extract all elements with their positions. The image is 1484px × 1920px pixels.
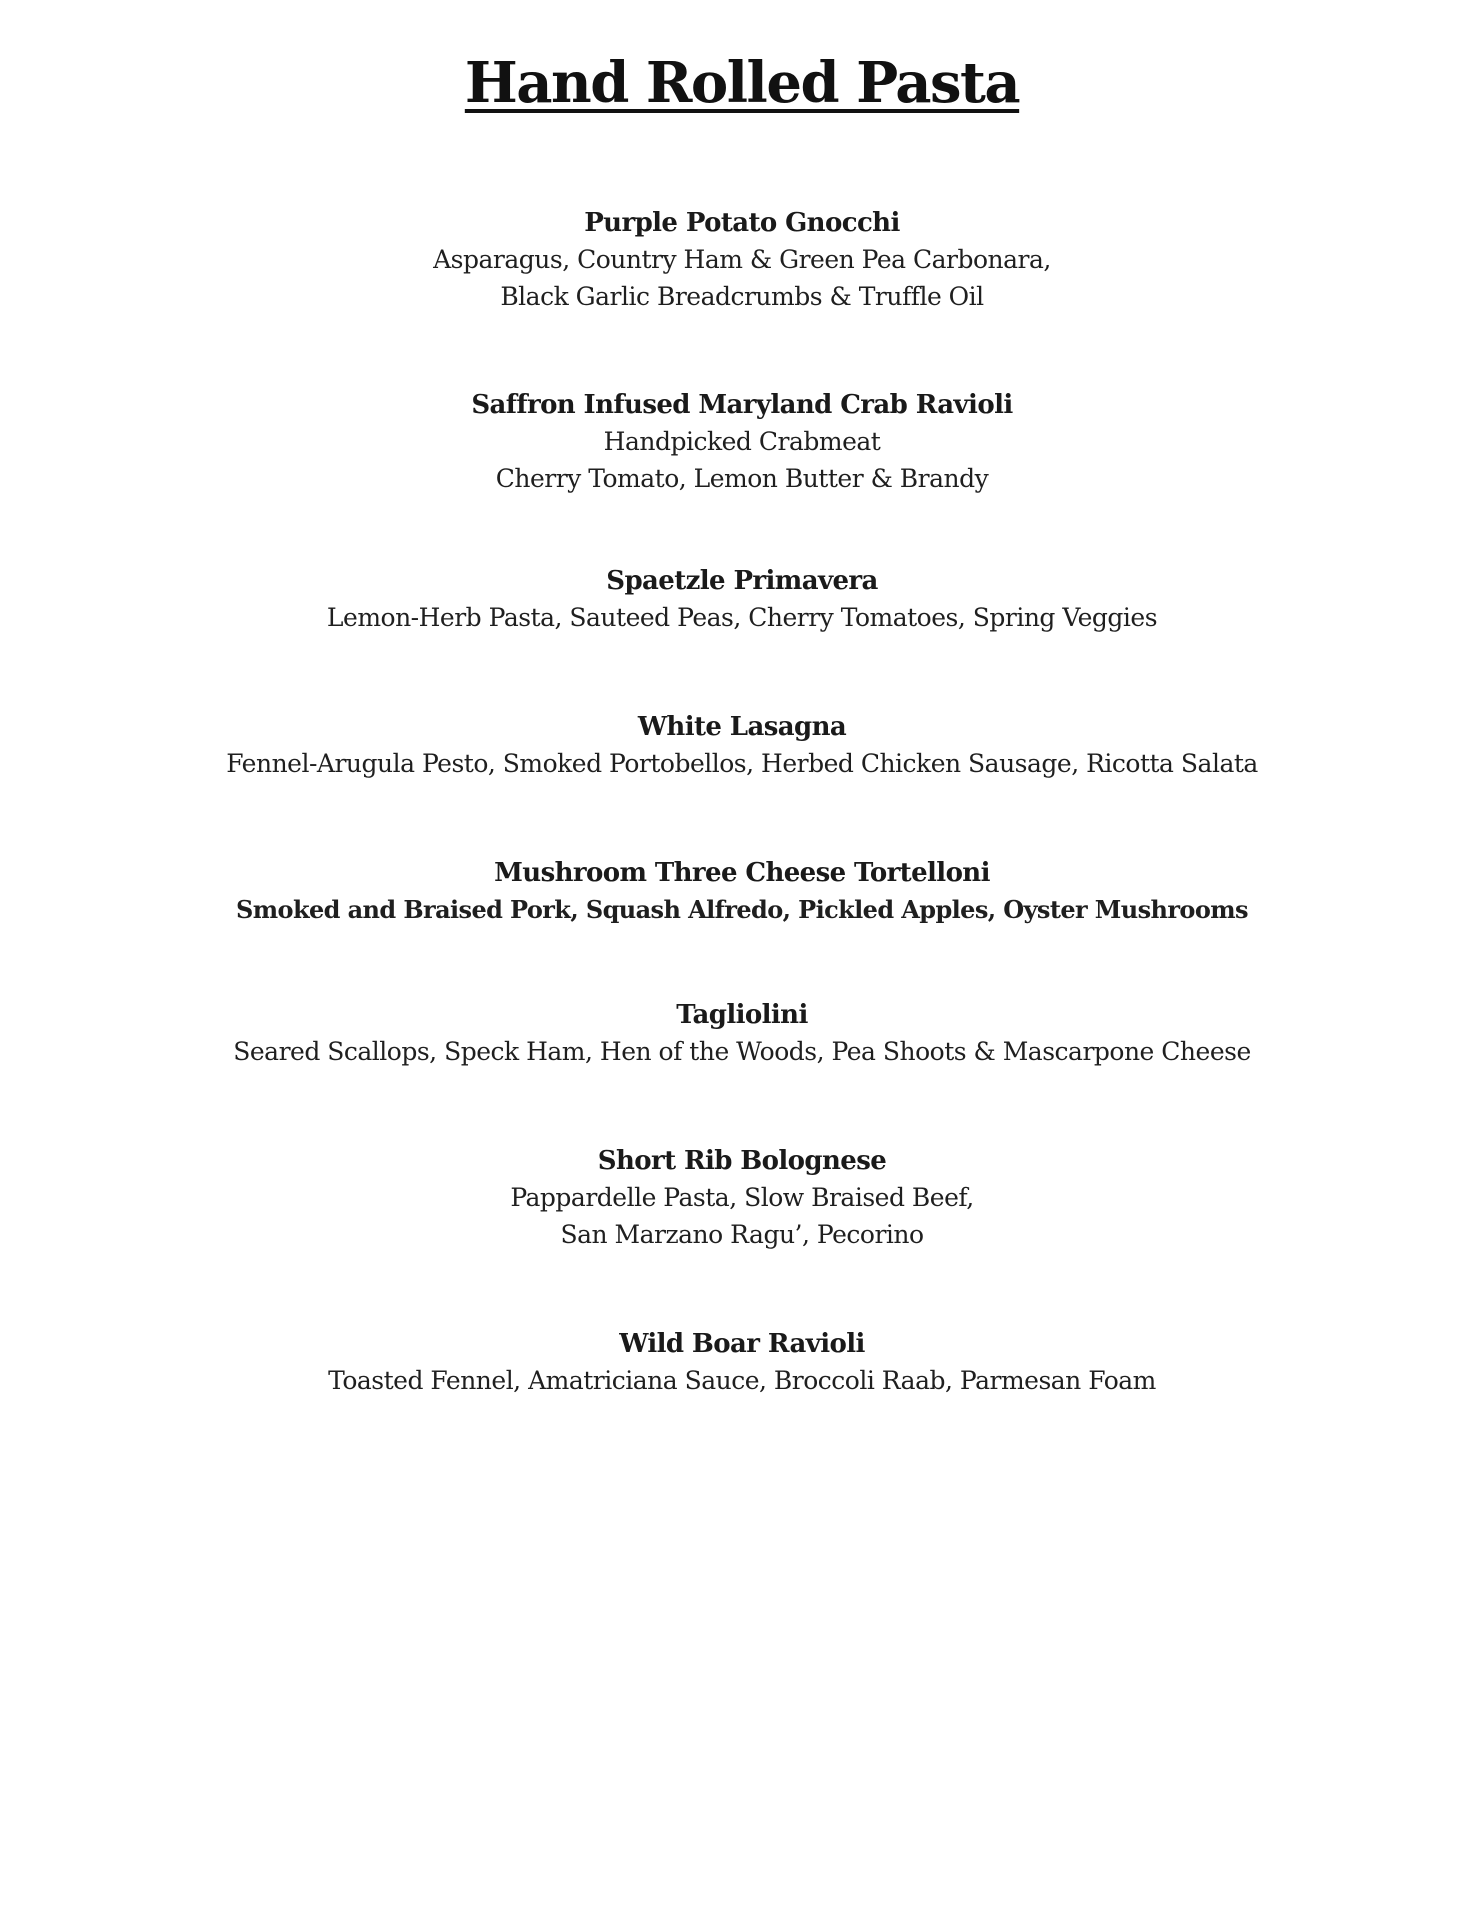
menu-item-mushroom-tortelloni <box>0 855 1484 928</box>
menu-item-short-rib-bolognese <box>0 1143 1484 1253</box>
item-description-line: Cherry Tomato, Lemon Butter & Brandy <box>495 464 989 493</box>
item-description-line: Black Garlic Breadcrumbs & Truffle Oil <box>500 282 984 311</box>
item-description-line: San Marzano Ragu’, Pecorino <box>560 1220 924 1249</box>
item-name: Spaetzle Primavera <box>606 566 878 596</box>
menu-item-wild-boar-ravioli <box>0 1326 1484 1399</box>
item-name: White Lasagna <box>637 712 847 742</box>
item-name: Mushroom Three Cheese Tortelloni <box>494 858 990 888</box>
item-description-line: Toasted Fennel, Amatriciana Sauce, Broccoli Raab, Parmesan Foam <box>328 1366 1156 1395</box>
item-description-line: Handpicked Crabmeat <box>603 427 881 456</box>
menu-item-white-lasagna <box>0 709 1484 782</box>
item-name: Tagliolini <box>676 1000 808 1030</box>
item-description-line: Seared Scallops, Speck Ham, Hen of the Woods, Pea Shoots & Mascarpone Cheese <box>233 1037 1251 1066</box>
menu-item-spaetzle-primavera <box>0 563 1484 636</box>
menu-item-tagliolini <box>0 997 1484 1070</box>
item-name: Purple Potato Gnocchi <box>584 208 900 238</box>
item-name: Wild Boar Ravioli <box>619 1329 865 1359</box>
item-description-line: Asparagus, Country Ham & Green Pea Carbonara, <box>433 245 1051 274</box>
menu-title: Hand Rolled Pasta <box>464 50 1020 116</box>
menu-item-saffron-crab-ravioli <box>0 387 1484 497</box>
item-description-line: Smoked and Braised Pork, Squash Alfredo, Pickled Apples, Oyster Mushrooms <box>236 895 1248 924</box>
menu-item-purple-potato-gnocchi <box>0 205 1484 315</box>
item-name: Saffron Infused Maryland Crab Ravioli <box>471 390 1013 420</box>
item-name: Short Rib Bolognese <box>597 1146 887 1176</box>
item-description-line: Lemon-Herb Pasta, Sauteed Peas, Cherry Tomatoes, Spring Veggies <box>326 603 1158 632</box>
item-description-line: Fennel-Arugula Pesto, Smoked Portobellos, Herbed Chicken Sausage, Ricotta Salata <box>226 749 1258 778</box>
item-description-line: Pappardelle Pasta, Slow Braised Beef, <box>510 1183 974 1212</box>
